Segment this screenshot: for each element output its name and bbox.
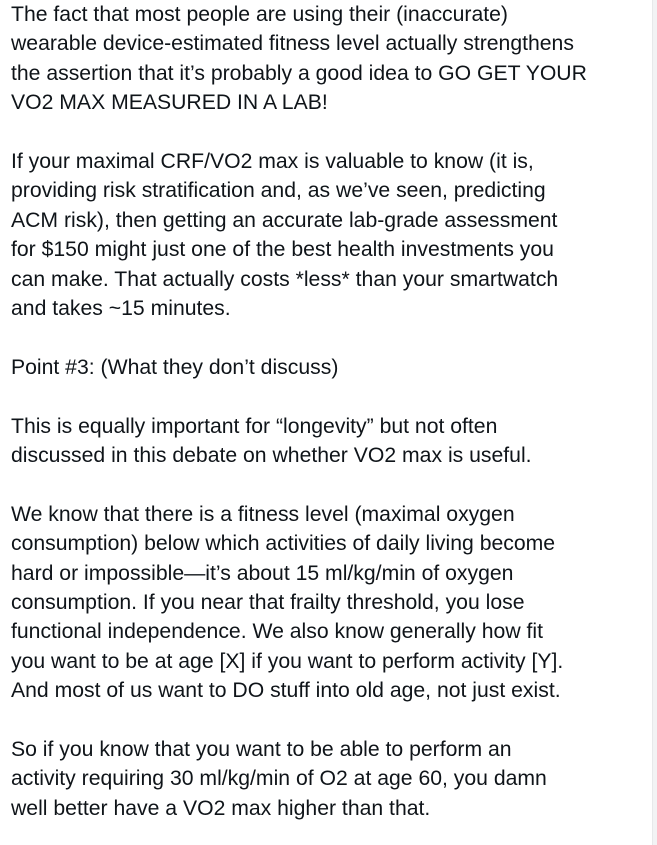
- paragraph-frailty-threshold: We know that there is a fitness level (maximal oxygen consumption) below which activities of daily living become hard or impossible—it’s about 15 ml/kg/min of oxygen consumption. If you near that frailty threshold, you lose functional independence. We also know generally how fit you want to be at age [X] if you want to perform activity [Y]. And most of us want to DO stuff into old age, not just exist.: [11, 502, 564, 703]
- paragraph-wearable-accuracy: The fact that most people are using their (inaccurate) wearable device-estimated fitness level actually strengthens the assertion that it’s probably a good idea to GO GET YOUR VO2 MAX MEASURED IN A LAB!: [11, 3, 587, 115]
- post-text: [11, 0, 639, 823]
- paragraph-longevity: This is equally important for “longevity” but not often discussed in this debate on whether VO2 max is useful.: [11, 414, 532, 468]
- paragraph-activity-requirement: So if you know that you want to be able to perform an activity requiring 30 ml/kg/min of O2 at age 60, you damn well better have a VO2 max higher than that.: [11, 738, 547, 820]
- paragraph-lab-assessment: If your maximal CRF/VO2 max is valuable to know (it is, providing risk stratification and, as we’ve seen, predicting ACM risk), then getting an accurate lab-grade assessment for $150 might just one of the best health investments you can make. That actually costs *less* than your smartwatch and takes ~15 minutes.: [11, 150, 559, 321]
- paragraph-point-3-heading: Point #3: (What they don’t discuss): [11, 355, 339, 379]
- scrollbar[interactable]: [652, 0, 657, 845]
